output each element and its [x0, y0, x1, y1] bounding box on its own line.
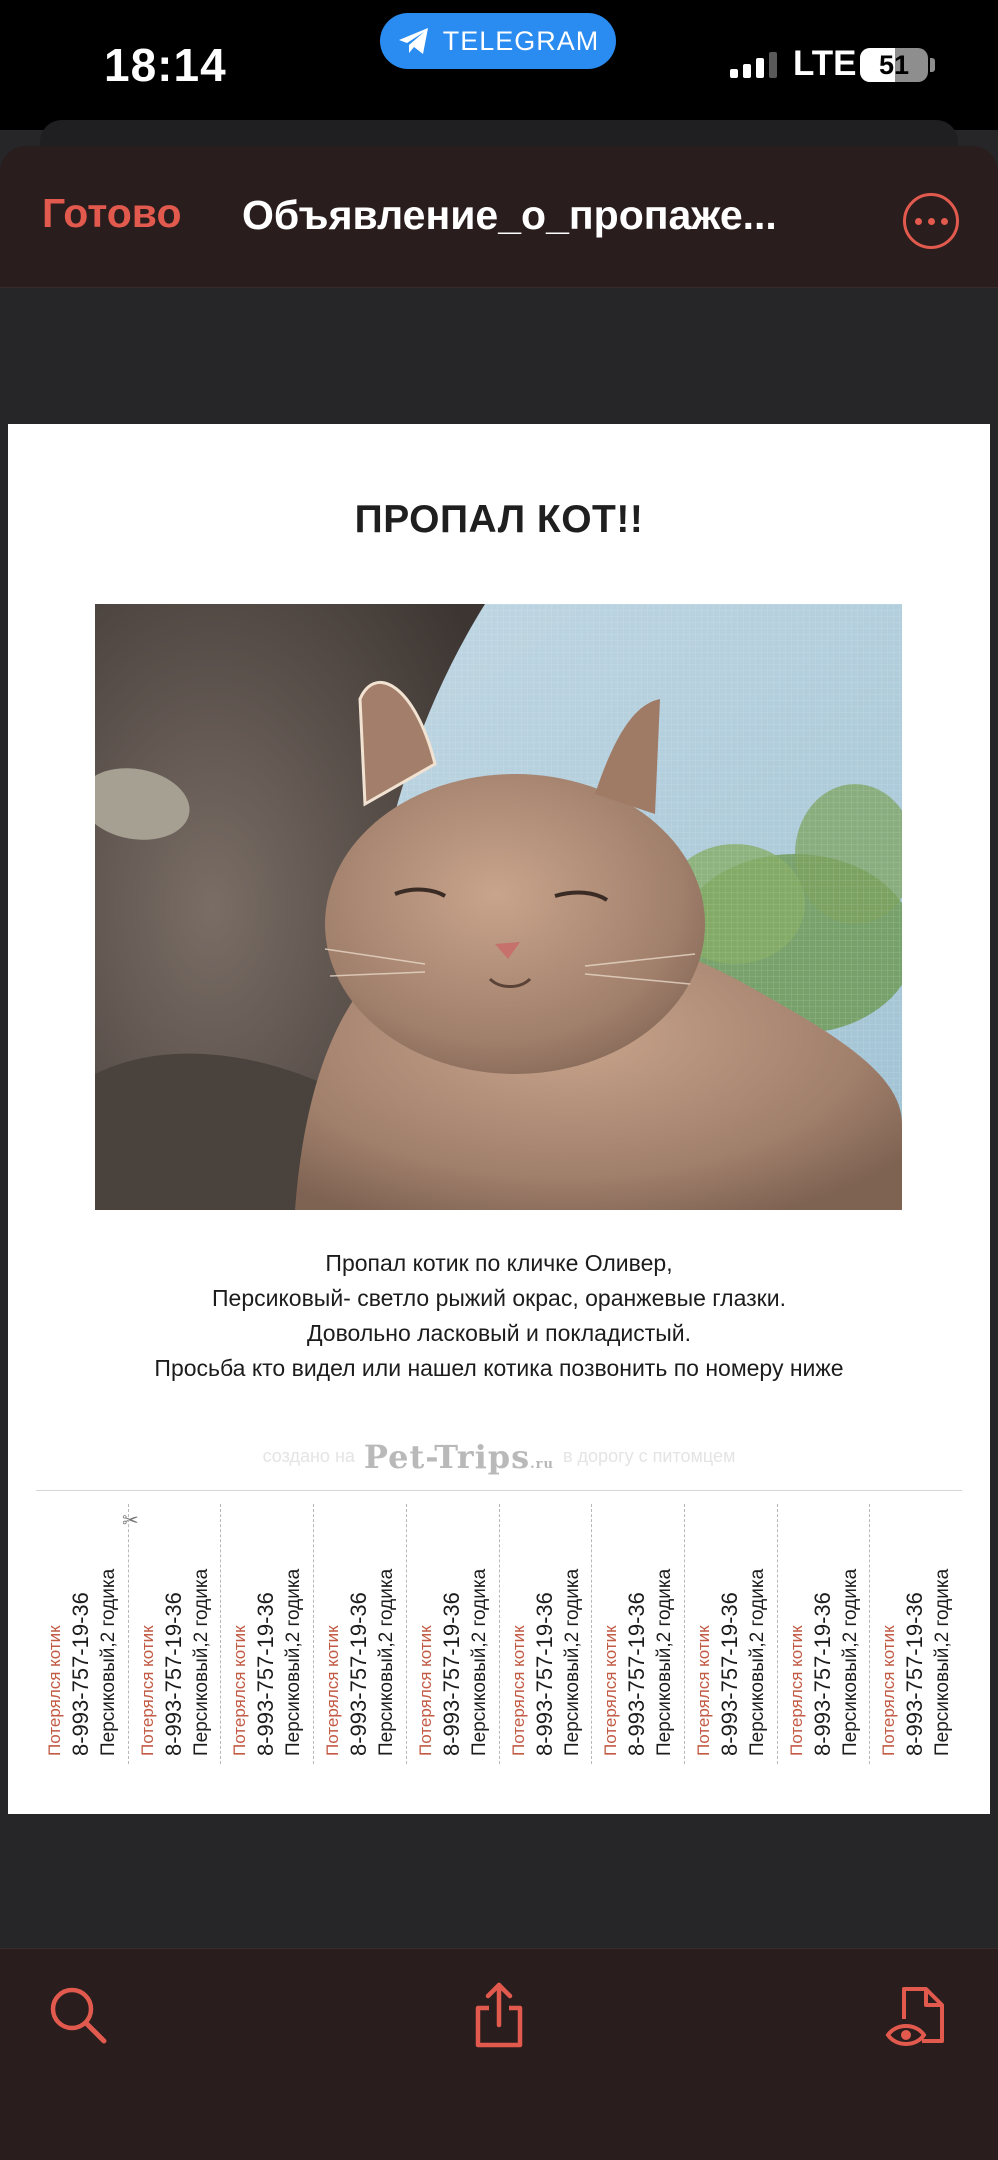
network-type: LTE: [793, 44, 857, 83]
tear-off-tab: [128, 1504, 221, 1764]
tear-off-tab: [684, 1504, 777, 1764]
tear-off-line: [36, 1490, 962, 1491]
tab-lost-label: Потерялся котик: [601, 1625, 621, 1756]
description: [8, 1246, 990, 1386]
tear-off-tab: [36, 1504, 139, 1764]
tab-lost-label: Потерялся котик: [786, 1625, 806, 1756]
tab-phone: 8-993-757-19-36: [438, 1592, 464, 1756]
telegram-return-pill[interactable]: [380, 13, 616, 69]
description-line-3: Довольно ласковый и покладистый.: [306, 1320, 692, 1346]
more-options-button[interactable]: [903, 193, 959, 249]
watermark: [8, 1438, 990, 1476]
ellipsis-icon: [915, 218, 922, 225]
tab-lost-label: Потерялся котик: [230, 1625, 250, 1756]
search-icon: [44, 1981, 114, 2051]
tab-phone: 8-993-757-19-36: [809, 1592, 835, 1756]
share-button[interactable]: [464, 1981, 534, 2051]
tab-lost-label: Потерялся котик: [508, 1625, 528, 1756]
tear-off-tab: [313, 1504, 406, 1764]
cat-photo: [95, 604, 902, 1210]
tear-off-tabs: [36, 1504, 962, 1764]
tab-lost-label: Потерялся котик: [137, 1625, 157, 1756]
tear-off-tab: [869, 1504, 962, 1764]
tab-lost-label: Потерялся котик: [879, 1625, 899, 1756]
battery-tip: [930, 58, 935, 72]
scissors-icon: ✂: [122, 1510, 139, 1532]
tab-description: Персиковый,2 годика: [283, 1568, 305, 1756]
tab-description: Персиковый,2 годика: [932, 1568, 954, 1756]
tear-off-tab: [220, 1504, 313, 1764]
viewer-header: [0, 146, 998, 288]
watermark-prefix: создано на: [262, 1445, 355, 1466]
telegram-pill-label: TELEGRAM: [442, 25, 600, 56]
description-line-2: Персиковый- светло рыжий окрас, оранжевые глазки.: [212, 1285, 786, 1311]
battery-icon: [860, 48, 928, 82]
tear-off-tab: [499, 1504, 592, 1764]
done-button[interactable]: Готово: [42, 190, 182, 236]
tab-description: Персиковый,2 годика: [561, 1568, 583, 1756]
tab-lost-label: Потерялся котик: [693, 1625, 713, 1756]
tab-phone: 8-993-757-19-36: [253, 1592, 279, 1756]
markup-button[interactable]: [884, 1981, 954, 2051]
tab-phone: 8-993-757-19-36: [346, 1592, 372, 1756]
status-bar: [0, 0, 998, 130]
tab-phone: 8-993-757-19-36: [716, 1592, 742, 1756]
watermark-suffix: в дорогу с питомцем: [562, 1445, 736, 1466]
status-time: 18:14: [104, 39, 227, 91]
tab-description: Персиковый,2 годика: [190, 1568, 212, 1756]
tear-off-tab: [777, 1504, 870, 1764]
markup-icon: [884, 1981, 954, 2051]
tear-off-tab: [406, 1504, 499, 1764]
tab-description: Персиковый,2 годика: [839, 1568, 861, 1756]
share-icon: [464, 1981, 534, 2051]
tab-lost-label: Потерялся котик: [323, 1625, 343, 1756]
tab-description: Персиковый,2 годика: [468, 1568, 490, 1756]
tab-description: Персиковый,2 годика: [98, 1568, 119, 1756]
search-button[interactable]: [44, 1981, 114, 2051]
bottom-toolbar: [0, 1948, 998, 2160]
description-line-4: Просьба кто видел или нашел котика позвонить по номеру ниже: [154, 1355, 844, 1381]
tab-phone: 8-993-757-19-36: [531, 1592, 557, 1756]
tab-phone: 8-993-757-19-36: [160, 1592, 186, 1756]
tab-phone: 8-993-757-19-36: [902, 1592, 928, 1756]
battery-percent: 51: [878, 50, 910, 80]
tab-description: Персиковый,2 годика: [746, 1568, 768, 1756]
cellular-signal-icon: [730, 52, 777, 78]
tab-lost-label: Потерялся котик: [45, 1625, 64, 1756]
description-line-1: Пропал котик по кличке Оливер,: [325, 1250, 673, 1276]
document-page[interactable]: [8, 424, 990, 1814]
flyer-heading: ПРОПАЛ КОТ!!: [354, 498, 644, 541]
document-title: Объявление_о_пропаже...: [242, 192, 777, 238]
tab-lost-label: Потерялся котик: [415, 1625, 435, 1756]
telegram-icon: [397, 26, 431, 56]
tab-phone: 8-993-757-19-36: [68, 1592, 93, 1756]
tab-description: Персиковый,2 годика: [654, 1568, 676, 1756]
tab-description: Персиковый,2 годика: [376, 1568, 398, 1756]
pet-trips-logo: Pet-Trips.ru: [363, 1438, 554, 1476]
tab-phone: 8-993-757-19-36: [624, 1592, 650, 1756]
tear-off-tab: [591, 1504, 684, 1764]
